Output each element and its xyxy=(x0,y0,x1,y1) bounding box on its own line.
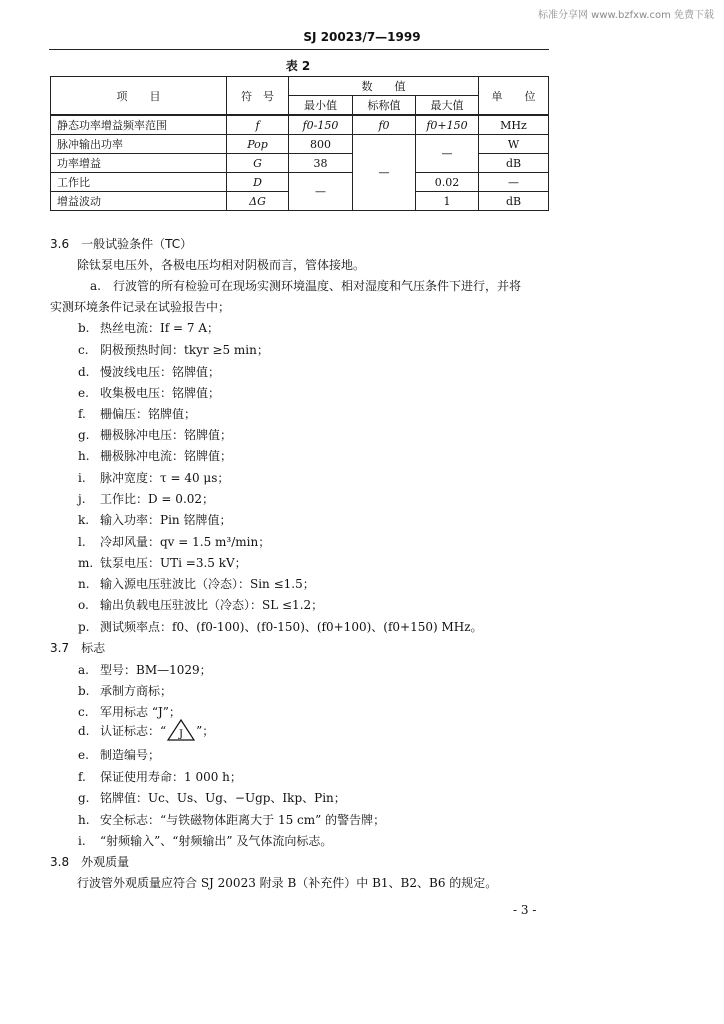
list-item: d. 慢波线电压：铭牌值； xyxy=(78,365,221,379)
col-value-header: 数 值 xyxy=(289,77,479,96)
list-item: h. 栅极脉冲电流：铭牌值； xyxy=(78,449,233,463)
cell-item: 工作比 xyxy=(51,173,227,192)
cell-symbol: ΔG xyxy=(227,192,289,211)
cell-item: 增益波动 xyxy=(51,192,227,211)
cell-max: f0+150 xyxy=(416,115,479,135)
list-item: j. 工作比：D = 0.02； xyxy=(78,492,215,506)
list-item: g. 栅极脉冲电压：铭牌值； xyxy=(78,428,233,442)
cell-min: f0-150 xyxy=(289,115,353,135)
cell-unit: — xyxy=(479,173,549,192)
list-item: f. 栅偏压：铭牌值； xyxy=(78,407,197,421)
list-item: b. 热丝电流：If = 7 A； xyxy=(78,321,219,335)
certification-triangle-mark xyxy=(166,718,196,745)
section-3-8-heading: 3.8 外观质量 xyxy=(50,855,130,869)
list-item: o. 输出负载电压驻波比（冷态）：SL ≤1.2； xyxy=(78,598,324,612)
list-item: f. 保证使用寿命：1 000 h； xyxy=(78,770,242,784)
page-number: - 3 - xyxy=(513,903,537,917)
cell-item: 静态功率增益频率范围 xyxy=(51,115,227,135)
list-item: h. 安全标志：“与铁磁物体距离大于 15 cm” 的警告牌； xyxy=(78,813,386,827)
cell-item: 脉冲输出功率 xyxy=(51,135,227,154)
col-unit-header: 单 位 xyxy=(479,77,549,116)
svg-text:J: J xyxy=(179,729,184,740)
cell-nom: f0 xyxy=(353,115,416,135)
cell-symbol: D xyxy=(227,173,289,192)
col-nom-header: 标称值 xyxy=(353,96,416,116)
col-symbol-header: 符 号 xyxy=(227,77,289,116)
cell-symbol: G xyxy=(227,154,289,173)
list-item: p. 测试频率点：f0、(f0-100)、(f0-150)、(f0+100)、(f0+150) MHz。 xyxy=(78,620,483,634)
cell-unit: W xyxy=(479,135,549,154)
list-item: c. 阴极预热时间：tkyr ≥5 min； xyxy=(78,343,269,357)
list-item: a. 行波管的所有检验可在现场实测环境温度、相对湿度和气压条件下进行，并将 xyxy=(90,279,521,293)
cell-item: 功率增益 xyxy=(51,154,227,173)
cell-min: — xyxy=(289,173,353,211)
table-row xyxy=(51,135,549,154)
table-title: 表 2 xyxy=(285,59,311,73)
section-3-6-heading: 3.6 一般试验条件（TC） xyxy=(50,237,193,251)
cell-min: 800 xyxy=(289,135,353,154)
cell-max: 1 xyxy=(416,192,479,211)
paragraph: 行波管外观质量应符合 SJ 20023 附录 B（补充件）中 B1、B2、B6 的规定。 xyxy=(77,876,498,890)
cell-unit: dB xyxy=(479,192,549,211)
spec-table xyxy=(50,76,549,211)
table-row xyxy=(51,115,549,135)
list-item: n. 输入源电压驻波比（冷态）：Sin ≤1.5； xyxy=(78,577,315,591)
list-item: i. 脉冲宽度：τ = 40 μs； xyxy=(78,471,230,485)
list-item: k. 输入功率：Pin 铭牌值； xyxy=(78,513,232,527)
list-item: m. 钛泵电压：UTi =3.5 kV； xyxy=(78,556,247,570)
col-item-header: 项 目 xyxy=(51,77,227,116)
cell-symbol: f xyxy=(227,115,289,135)
document-id: SJ 20023/7—1999 xyxy=(303,30,421,44)
watermark: 标准分享网 www.bzfxw.com 免费下载 xyxy=(538,10,714,21)
list-item: c. 军用标志 “J”； xyxy=(78,705,181,719)
list-item: g. 铭牌值：Uc、Us、Ug、−Ugp、Ikp、Pin； xyxy=(78,791,346,805)
paragraph: 除钛泵电压外，各极电压均相对阴极而言，管体接地。 xyxy=(77,258,366,272)
cell-unit: dB xyxy=(479,154,549,173)
col-min-header: 最小值 xyxy=(289,96,353,116)
cell-symbol: Pop xyxy=(227,135,289,154)
section-3-7-heading: 3.7 标志 xyxy=(50,641,106,655)
list-item: e. 收集极电压：铭牌值； xyxy=(78,386,221,400)
cell-min: 38 xyxy=(289,154,353,173)
cell-nom: — xyxy=(353,135,416,211)
cell-unit: MHz xyxy=(479,115,549,135)
list-item: i. “射频输入”、“射频输出” 及气体流向标志。 xyxy=(78,834,333,848)
list-item: 实测环境条件记录在试验报告中； xyxy=(50,300,231,314)
list-item: b. 承制方商标； xyxy=(78,684,173,698)
list-item: a. 型号：BM—1029； xyxy=(78,663,212,677)
list-item: e. 制造编号； xyxy=(78,748,161,762)
cell-max: 0.02 xyxy=(416,173,479,192)
col-max-header: 最大值 xyxy=(416,96,479,116)
list-item: d. 认证标志：“ J ”； xyxy=(78,718,214,745)
list-item: l. 冷却风量：qv = 1.5 m³/min； xyxy=(78,535,271,549)
header-rule xyxy=(49,49,549,50)
table-row xyxy=(51,173,549,192)
cell-max: — xyxy=(416,135,479,173)
